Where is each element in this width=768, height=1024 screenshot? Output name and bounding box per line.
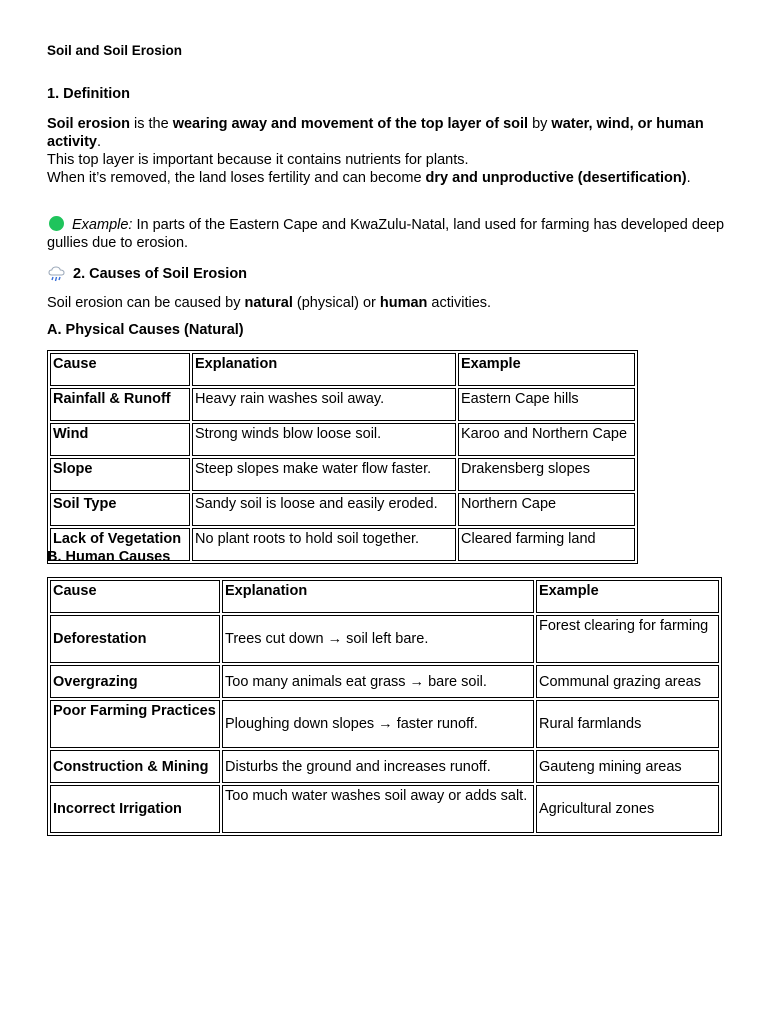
cause-cell: Overgrazing	[50, 665, 220, 698]
cause-cell: Construction & Mining	[50, 750, 220, 783]
table-row	[50, 458, 635, 491]
explanation-cell: Strong winds blow loose soil.	[192, 423, 456, 456]
cause-cell: Deforestation	[50, 615, 220, 663]
example-cell: Northern Cape	[458, 493, 635, 526]
definition-emphasis: wearing away and movement of the top layer of soil	[172, 116, 529, 132]
explanation-cell: Trees cut down → soil left bare.	[222, 615, 534, 663]
explanation-cell: Heavy rain washes soil away.	[192, 388, 456, 421]
example-cell: Communal grazing areas	[536, 665, 719, 698]
document-title: Soil and Soil Erosion	[47, 43, 183, 58]
example-cell: Rural farmlands	[536, 700, 719, 748]
cause-cell: Rainfall & Runoff	[50, 388, 190, 421]
table-header-row	[50, 353, 635, 386]
example-cell: Cleared farming land	[458, 528, 635, 561]
example-cell: Gauteng mining areas	[536, 750, 719, 783]
table-row	[50, 388, 635, 421]
human-causes-heading: B. Human Causes	[47, 549, 171, 565]
cause-cell: Poor Farming Practices	[50, 700, 220, 748]
causes-intro	[47, 294, 491, 312]
table-row	[50, 665, 719, 698]
definition-heading: 1. Definition	[47, 86, 130, 102]
example-text: In parts of the Eastern Cape and KwaZulu-Natal, land used for farming has developed deep gullies due to erosion.	[47, 217, 725, 251]
cloud-rain-icon	[47, 265, 67, 283]
text-fragment: When it’s removed, the land loses fertility and can become	[47, 170, 426, 186]
text-fragment: is the	[130, 116, 173, 132]
cause-cell: Incorrect Irrigation	[50, 785, 220, 833]
example-label: Example:	[72, 217, 133, 233]
header-cell: Explanation	[222, 580, 534, 613]
table-row	[50, 615, 719, 663]
cause-cell: Lack of Vegetation	[50, 528, 190, 561]
physical-causes-heading: A. Physical Causes (Natural)	[47, 322, 244, 338]
natural-emphasis: natural	[244, 295, 293, 311]
text-fragment: .	[96, 134, 102, 150]
agents-emphasis: water, wind, or human activity	[47, 116, 704, 150]
causes-heading: 2. Causes of Soil Erosion	[73, 266, 248, 282]
explanation-cell: Steep slopes make water flow faster.	[192, 458, 456, 491]
example-cell: Agricultural zones	[536, 785, 719, 833]
text-fragment: Soil erosion can be caused by	[47, 295, 245, 311]
text-fragment: .	[686, 170, 691, 186]
definition-line-1	[47, 115, 727, 151]
definition-line-3	[47, 169, 727, 187]
table-row	[50, 700, 719, 748]
example-paragraph	[47, 216, 727, 252]
explanation-cell: Ploughing down slopes → faster runoff.	[222, 700, 534, 748]
example-cell: Eastern Cape hills	[458, 388, 635, 421]
header-cell: Cause	[50, 580, 220, 613]
header-cell: Cause	[50, 353, 190, 386]
definition-line-2: This top layer is important because it contains nutrients for plants.	[47, 152, 469, 168]
table-row	[50, 750, 719, 783]
physical-causes-table	[47, 350, 638, 564]
green-circle-icon	[49, 216, 64, 231]
cause-cell: Soil Type	[50, 493, 190, 526]
header-cell: Explanation	[192, 353, 456, 386]
text-fragment: (physical) or	[292, 295, 380, 311]
explanation-cell: Disturbs the ground and increases runoff.	[222, 750, 534, 783]
text-fragment: activities.	[427, 295, 492, 311]
explanation-cell: Sandy soil is loose and easily eroded.	[192, 493, 456, 526]
header-cell: Example	[458, 353, 635, 386]
cause-cell: Wind	[50, 423, 190, 456]
desertification-emphasis: dry and unproductive (desertification)	[425, 170, 687, 186]
explanation-cell: No plant roots to hold soil together.	[192, 528, 456, 561]
table-header-row	[50, 580, 719, 613]
example-cell: Karoo and Northern Cape	[458, 423, 635, 456]
text-fragment: by	[528, 116, 552, 132]
table-row	[50, 493, 635, 526]
term-soil-erosion: Soil erosion	[47, 116, 130, 132]
human-causes-table	[47, 577, 722, 836]
definition-paragraph	[47, 115, 727, 187]
example-cell: Forest clearing for farming	[536, 615, 719, 663]
human-emphasis: human	[379, 295, 428, 311]
header-cell: Example	[536, 580, 719, 613]
cause-cell: Slope	[50, 458, 190, 491]
example-cell: Drakensberg slopes	[458, 458, 635, 491]
table-row	[50, 785, 719, 833]
causes-heading-row	[47, 265, 247, 283]
explanation-cell: Too much water washes soil away or adds salt.	[222, 785, 534, 833]
table-row	[50, 423, 635, 456]
explanation-cell: Too many animals eat grass → bare soil.	[222, 665, 534, 698]
